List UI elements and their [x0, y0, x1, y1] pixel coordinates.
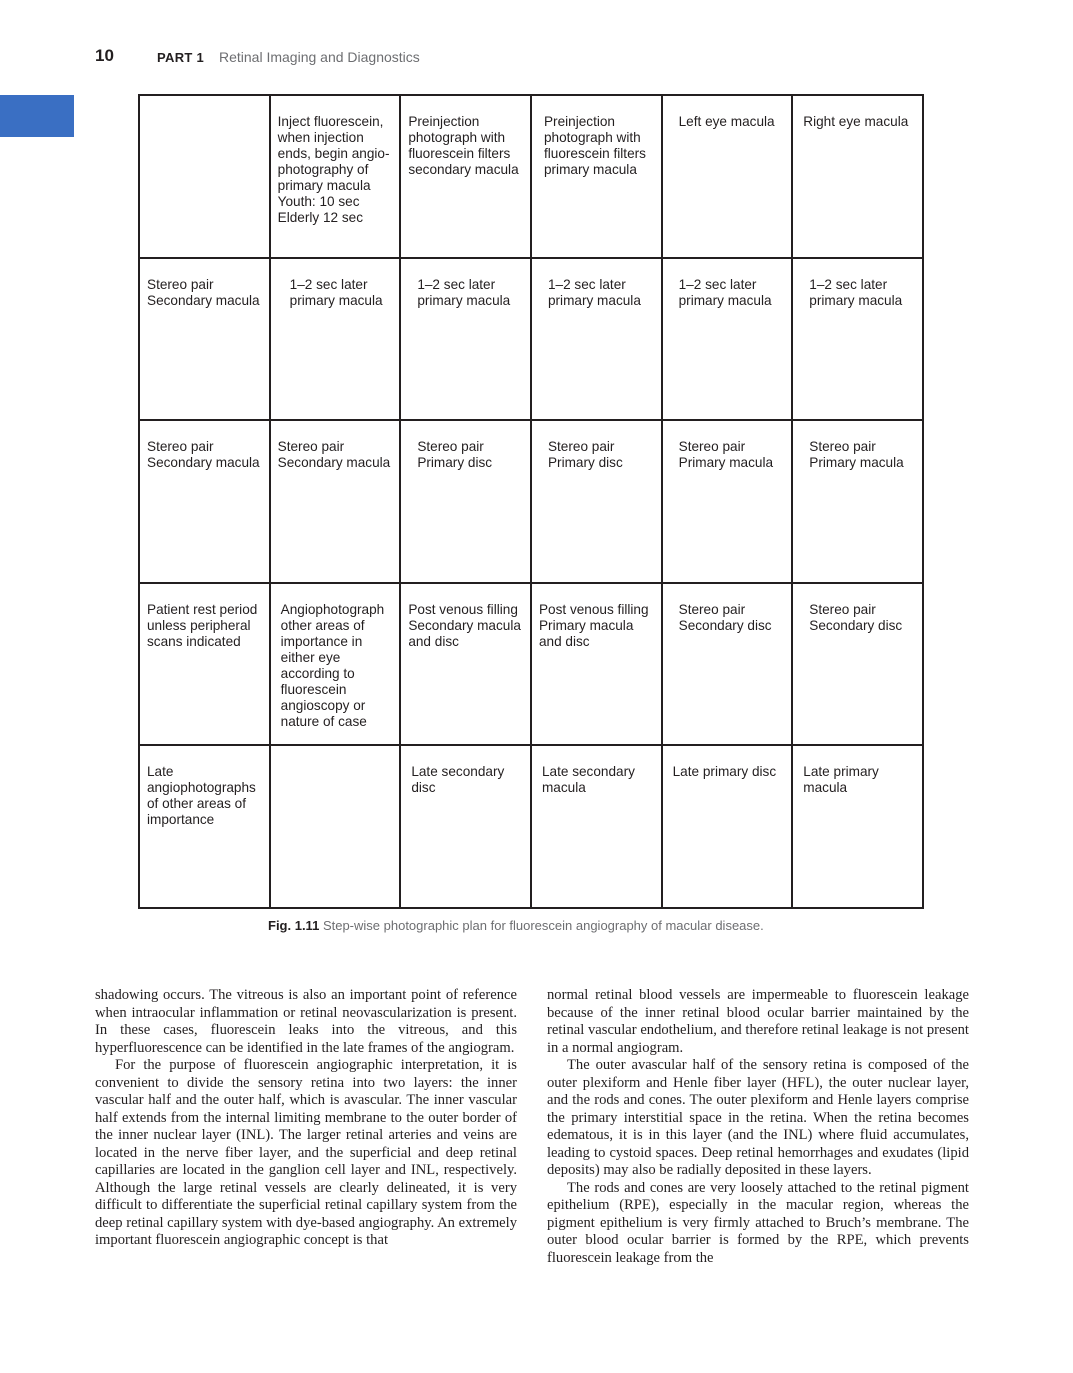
photographic-plan-figure	[138, 94, 924, 909]
part-label: PART 1	[157, 50, 205, 65]
table-cell: Stereo pair Primary macula	[662, 420, 793, 583]
table-cell: 1–2 sec later primary macula	[270, 258, 401, 421]
chapter-tab	[0, 95, 74, 137]
table-cell: Inject fluorescein, when injection ends, begin angio- photography of primary macula Youth: 10 sec Elderly 12 sec	[270, 95, 401, 258]
table-cell: Patient rest period unless peripheral scans indicated	[139, 583, 270, 746]
figure-caption	[268, 918, 764, 933]
paragraph: normal retinal blood vessels are impermeable to fluorescein leakage because of the inner retinal blood ocular barrier maintained by the retinal vascular endothelium, and therefore retinal leakage is not present in a normal angiogram.	[547, 987, 969, 1056]
body-column-left	[95, 987, 517, 1250]
table-cell: Preinjection photograph with fluorescein filters secondary macula	[400, 95, 531, 258]
table-cell: Late primary disc	[662, 745, 793, 908]
table-cell: Late primary macula	[792, 745, 923, 908]
table-cell: Late angiophotographs of other areas of importance	[139, 745, 270, 908]
paragraph: The rods and cones are very loosely attached to the retinal pigment epithelium (RPE), especially in the macular region, whereas the pigment epithelium is very firmly attached to Bruch’s membrane. The outer blood ocular barrier is formed by the RPE, which prevents fluorescein leakage from the	[547, 1179, 969, 1266]
table-cell: Late secondary disc	[400, 745, 531, 908]
page-number: 10	[95, 46, 114, 65]
table-cell: Stereo pair Secondary macula	[270, 420, 401, 583]
table-row	[139, 258, 923, 421]
table-cell: 1–2 sec later primary macula	[400, 258, 531, 421]
table-cell: Stereo pair Secondary disc	[792, 583, 923, 746]
table-row	[139, 583, 923, 746]
paragraph: shadowing occurs. The vitreous is also an important point of reference when intraocular inflammation or retinal neovascularization is present. In these cases, fluorescein leaks into the vitreous, and this hyperfluorescence can be identified in the late frames of the angiogram.	[95, 987, 517, 1056]
table-cell: Late secondary macula	[531, 745, 662, 908]
table-cell: Post venous filling Secondary macula and disc	[400, 583, 531, 746]
table-cell	[139, 95, 270, 258]
table-cell: Stereo pair Secondary disc	[662, 583, 793, 746]
table-cell: Stereo pair Secondary macula	[139, 258, 270, 421]
table-cell: 1–2 sec later primary macula	[792, 258, 923, 421]
table-cell: Right eye macula	[792, 95, 923, 258]
paragraph: The outer avascular half of the sensory retina is composed of the outer plexiform and Henle fiber layer (HFL), the outer nuclear layer, and the rods and cones. The outer plexiform and Henle layers comprise the primary interstitial space in the retina. When the retina becomes edematous, it is in this layer (and the INL) where fluid accumulates, leading to cystoid spaces. Deep retinal hemorrhages and exudates (lipid deposits) may also be radially deposited in these layers.	[547, 1057, 969, 1178]
table-row	[139, 745, 923, 908]
table-row	[139, 420, 923, 583]
table-cell	[270, 745, 401, 908]
table-cell: Preinjection photograph with fluorescein filters primary macula	[531, 95, 662, 258]
table-cell: Stereo pair Primary macula	[792, 420, 923, 583]
table-cell: Left eye macula	[662, 95, 793, 258]
table-cell: Stereo pair Secondary macula	[139, 420, 270, 583]
table-cell: 1–2 sec later primary macula	[531, 258, 662, 421]
paragraph: For the purpose of fluorescein angiographic interpretation, it is convenient to divide the sensory retina into two layers: the inner vascular half and the outer half, which is avascular. The inner vascular half extends from the internal limiting membrane to the outer border of the inner nuclear layer (INL). The larger retinal arteries and veins are located in the nerve fiber layer, and the superficial and deep retinal capillaries are located in the ganglion cell layer and INL, respectively. Although the large retinal vessels are clearly delineated, it is very difficult to differentiate the superficial retinal capillary system from the deep retinal capillary system with dye-based angiography. An extremely important fluorescein angiographic concept is that	[95, 1057, 517, 1248]
table-cell: Stereo pair Primary disc	[400, 420, 531, 583]
running-head: Retinal Imaging and Diagnostics	[219, 49, 420, 65]
table-row	[139, 95, 923, 258]
photographic-plan-table	[138, 94, 924, 909]
caption-text: Step-wise photographic plan for fluorescein angiography of macular disease.	[322, 918, 764, 933]
table-cell: Angiophotograph other areas of importance in either eye according to fluorescein angioscopy or nature of case	[270, 583, 401, 746]
table-cell: Post venous filling Primary macula and disc	[531, 583, 662, 746]
table-cell: 1–2 sec later primary macula	[662, 258, 793, 421]
body-column-right	[547, 987, 969, 1267]
table-cell: Stereo pair Primary disc	[531, 420, 662, 583]
figure-label: Fig. 1.11	[268, 918, 320, 933]
